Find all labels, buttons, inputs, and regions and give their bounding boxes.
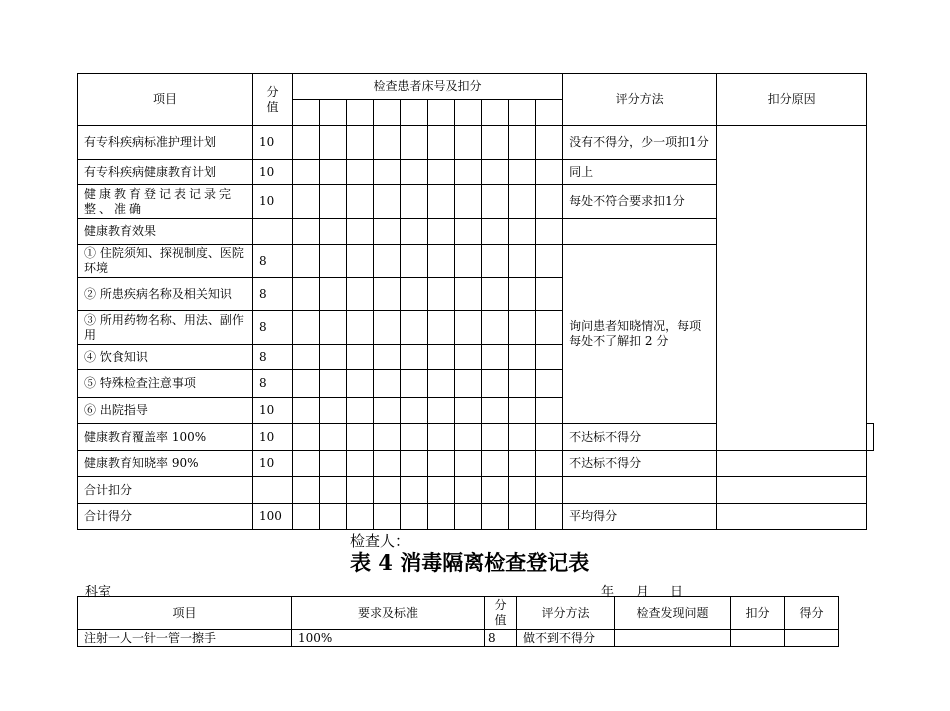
bed-cell <box>536 219 563 245</box>
bed-cell <box>509 245 536 278</box>
bed-cell <box>455 278 482 311</box>
bed-cell <box>455 451 482 477</box>
bed-cell <box>401 278 428 311</box>
bed-cell <box>347 477 374 504</box>
row-method: 每处不符合要求扣1分 <box>563 185 717 219</box>
header-beds: 检查患者床号及扣分 <box>293 74 563 100</box>
bed-cell <box>293 160 320 185</box>
bed-cell <box>320 504 347 530</box>
row-score: 8 <box>253 345 293 370</box>
t4-header-issues: 检查发现问题 <box>615 597 731 630</box>
bed-cell <box>320 185 347 219</box>
bed-cell <box>347 504 374 530</box>
bed-cell <box>509 278 536 311</box>
bed-cell <box>428 504 455 530</box>
t4-header-deduct: 扣分 <box>731 597 785 630</box>
bed-cell <box>320 451 347 477</box>
bed-cell <box>347 278 374 311</box>
bed-cell <box>482 219 509 245</box>
bed-cell <box>482 278 509 311</box>
row-score <box>253 477 293 504</box>
row-item: ① 住院须知、探视制度、医院环境 <box>78 245 253 278</box>
bed-cell <box>293 278 320 311</box>
bed-cell <box>509 504 536 530</box>
bed-cell <box>347 245 374 278</box>
bed-cell <box>455 126 482 160</box>
row-score: 8 <box>253 278 293 311</box>
bed-cell <box>482 126 509 160</box>
bed-cell <box>374 311 401 345</box>
row-score: 10 <box>253 160 293 185</box>
bed-cell <box>293 398 320 424</box>
bed-cell <box>428 398 455 424</box>
table4-title: 表 4 消毒隔离检查登记表 <box>350 550 590 575</box>
bed-header-cell <box>536 100 563 126</box>
bed-cell <box>401 126 428 160</box>
t4-row-deduct <box>731 630 785 647</box>
t4-header-method: 评分方法 <box>517 597 615 630</box>
bed-cell <box>428 311 455 345</box>
bed-cell <box>293 185 320 219</box>
bed-cell <box>347 398 374 424</box>
t4-row-item: 注射一人一针一管一擦手 <box>78 630 292 647</box>
bed-cell <box>455 160 482 185</box>
bed-cell <box>347 185 374 219</box>
bed-cell <box>509 345 536 370</box>
bed-cell <box>455 398 482 424</box>
bed-cell <box>374 398 401 424</box>
bed-cell <box>401 160 428 185</box>
t4-row-get <box>785 630 839 647</box>
bed-cell <box>293 345 320 370</box>
row-score: 10 <box>253 126 293 160</box>
bed-cell <box>428 451 455 477</box>
reason-cell <box>867 424 874 451</box>
date-day-label: 日 <box>670 585 684 600</box>
bed-cell <box>536 278 563 311</box>
bed-cell <box>347 451 374 477</box>
bed-cell <box>455 370 482 398</box>
bed-cell <box>428 245 455 278</box>
bed-cell <box>347 345 374 370</box>
bed-cell <box>347 126 374 160</box>
reason-cell <box>717 477 867 504</box>
t4-row-standard: 100% <box>292 630 485 647</box>
row-item: ④ 饮食知识 <box>78 345 253 370</box>
bed-header-cell <box>509 100 536 126</box>
bed-cell <box>509 398 536 424</box>
bed-cell <box>293 219 320 245</box>
bed-cell <box>455 311 482 345</box>
row-score: 10 <box>253 398 293 424</box>
bed-cell <box>401 477 428 504</box>
bed-cell <box>455 245 482 278</box>
bed-cell <box>428 219 455 245</box>
row-item: 健康教育登记表记录完整、准确 <box>78 185 253 219</box>
bed-cell <box>509 477 536 504</box>
row-score: 10 <box>253 185 293 219</box>
bed-cell <box>536 451 563 477</box>
bed-cell <box>428 185 455 219</box>
bed-cell <box>293 424 320 451</box>
bed-cell <box>401 504 428 530</box>
bed-header-cell <box>428 100 455 126</box>
bed-cell <box>482 370 509 398</box>
table-row <box>78 451 874 477</box>
t4-header-get: 得分 <box>785 597 839 630</box>
bed-cell <box>455 504 482 530</box>
bed-header-cell <box>293 100 320 126</box>
header-score: 分值 <box>253 74 293 126</box>
bed-cell <box>428 160 455 185</box>
bed-cell <box>509 160 536 185</box>
row-item: 有专科疾病健康教育计划 <box>78 160 253 185</box>
bed-cell <box>293 451 320 477</box>
t4-row-method: 做不到不得分 <box>517 630 615 647</box>
bed-header-cell <box>347 100 374 126</box>
bed-cell <box>536 370 563 398</box>
row-item: 健康教育知晓率 90% <box>78 451 253 477</box>
t4-row-score: 8 <box>485 630 517 647</box>
bed-cell <box>374 160 401 185</box>
bed-cell <box>320 311 347 345</box>
bed-cell <box>428 345 455 370</box>
bed-cell <box>374 345 401 370</box>
row-item: 合计扣分 <box>78 477 253 504</box>
bed-cell <box>401 398 428 424</box>
bed-cell <box>482 504 509 530</box>
bed-cell <box>320 424 347 451</box>
table-row <box>78 477 874 504</box>
bed-cell <box>536 398 563 424</box>
bed-cell <box>536 504 563 530</box>
t4-header-standard: 要求及标准 <box>292 597 485 630</box>
table-row <box>78 126 874 160</box>
bed-cell <box>320 370 347 398</box>
bed-cell <box>347 311 374 345</box>
row-item: ③ 所用药物名称、用法、副作用 <box>78 311 253 345</box>
bed-cell <box>320 345 347 370</box>
row-score: 10 <box>253 424 293 451</box>
bed-cell <box>374 504 401 530</box>
bed-cell <box>293 245 320 278</box>
bed-cell <box>293 126 320 160</box>
row-method: 同上 <box>563 160 717 185</box>
bed-cell <box>536 477 563 504</box>
reason-cell <box>717 451 867 477</box>
bed-cell <box>320 477 347 504</box>
row-method: 没有不得分，少一项扣1分 <box>563 126 717 160</box>
bed-cell <box>482 245 509 278</box>
bed-cell <box>428 424 455 451</box>
bed-cell <box>482 160 509 185</box>
bed-header-cell <box>455 100 482 126</box>
bed-cell <box>536 160 563 185</box>
bed-header-cell <box>482 100 509 126</box>
row-score <box>253 219 293 245</box>
bed-cell <box>293 504 320 530</box>
row-item: ⑥ 出院指导 <box>78 398 253 424</box>
bed-cell <box>293 477 320 504</box>
date-month-label: 月 <box>636 585 650 600</box>
row-method: 不达标不得分 <box>563 424 717 451</box>
bed-cell <box>509 185 536 219</box>
bed-cell <box>509 451 536 477</box>
bed-cell <box>428 477 455 504</box>
bed-cell <box>374 219 401 245</box>
reason-cell <box>717 126 867 451</box>
row-score: 8 <box>253 370 293 398</box>
bed-cell <box>401 370 428 398</box>
bed-cell <box>347 160 374 185</box>
bed-cell <box>320 160 347 185</box>
bed-cell <box>320 245 347 278</box>
bed-cell <box>401 219 428 245</box>
bed-cell <box>401 245 428 278</box>
row-score: 100 <box>253 504 293 530</box>
reason-cell <box>717 504 867 530</box>
bed-cell <box>320 278 347 311</box>
bed-cell <box>401 345 428 370</box>
row-score: 8 <box>253 311 293 345</box>
header-item: 项目 <box>78 74 253 126</box>
bed-cell <box>482 477 509 504</box>
bed-cell <box>401 451 428 477</box>
bed-cell <box>374 278 401 311</box>
row-item: 健康教育效果 <box>78 219 253 245</box>
bed-cell <box>293 311 320 345</box>
bed-cell <box>293 370 320 398</box>
bed-cell <box>401 311 428 345</box>
bed-cell <box>482 424 509 451</box>
bed-cell <box>536 185 563 219</box>
bed-cell <box>428 370 455 398</box>
table-row <box>78 630 839 647</box>
row-score: 10 <box>253 451 293 477</box>
t4-row-issues <box>615 630 731 647</box>
bed-cell <box>482 345 509 370</box>
bed-cell <box>347 424 374 451</box>
row-item: 有专科疾病标准护理计划 <box>78 126 253 160</box>
bed-cell <box>455 424 482 451</box>
bed-cell <box>347 370 374 398</box>
bed-cell <box>536 345 563 370</box>
row-item: 合计得分 <box>78 504 253 530</box>
bed-cell <box>536 311 563 345</box>
bed-cell <box>455 477 482 504</box>
row-item: ② 所患疾病名称及相关知识 <box>78 278 253 311</box>
bed-cell <box>509 370 536 398</box>
bed-cell <box>428 126 455 160</box>
bed-cell <box>509 219 536 245</box>
bed-cell <box>320 126 347 160</box>
bed-cell <box>455 345 482 370</box>
bed-cell <box>428 278 455 311</box>
row-item: ⑤ 特殊检查注意事项 <box>78 370 253 398</box>
bed-cell <box>482 451 509 477</box>
bed-cell <box>509 424 536 451</box>
bed-cell <box>374 451 401 477</box>
date-year-label: 年 <box>601 585 615 600</box>
bed-cell <box>482 398 509 424</box>
row-score: 8 <box>253 245 293 278</box>
header-method: 评分方法 <box>563 74 717 126</box>
table-row <box>78 504 874 530</box>
bed-cell <box>455 185 482 219</box>
bed-cell <box>536 245 563 278</box>
bed-header-cell <box>320 100 347 126</box>
bed-header-cell <box>374 100 401 126</box>
bed-cell <box>374 245 401 278</box>
row-method: 不达标不得分 <box>563 451 717 477</box>
bed-cell <box>401 185 428 219</box>
bed-cell <box>374 424 401 451</box>
disinfection-check-table <box>77 596 839 647</box>
row-method: 平均得分 <box>563 504 717 530</box>
t4-header-item: 项目 <box>78 597 292 630</box>
row-item: 健康教育覆盖率 100% <box>78 424 253 451</box>
bed-cell <box>347 219 374 245</box>
bed-cell <box>509 311 536 345</box>
bed-cell <box>374 370 401 398</box>
dept-label: 科室 <box>85 585 112 600</box>
bed-cell <box>374 477 401 504</box>
bed-cell <box>482 185 509 219</box>
bed-cell <box>536 126 563 160</box>
bed-cell <box>509 126 536 160</box>
bed-cell <box>455 219 482 245</box>
bed-cell <box>374 126 401 160</box>
inspector-label: 检查人： <box>350 532 411 550</box>
bed-cell <box>374 185 401 219</box>
bed-cell <box>320 219 347 245</box>
bed-cell <box>536 424 563 451</box>
health-education-check-table <box>77 73 874 530</box>
bed-cell <box>482 311 509 345</box>
bed-cell <box>401 424 428 451</box>
merged-method: 询问患者知晓情况，每项每处不了解扣 2 分 <box>563 245 717 424</box>
t4-header-score: 分值 <box>485 597 517 630</box>
header-reason: 扣分原因 <box>717 74 867 126</box>
row-method <box>563 477 717 504</box>
bed-header-cell <box>401 100 428 126</box>
bed-cell <box>320 398 347 424</box>
row-method <box>563 219 717 245</box>
